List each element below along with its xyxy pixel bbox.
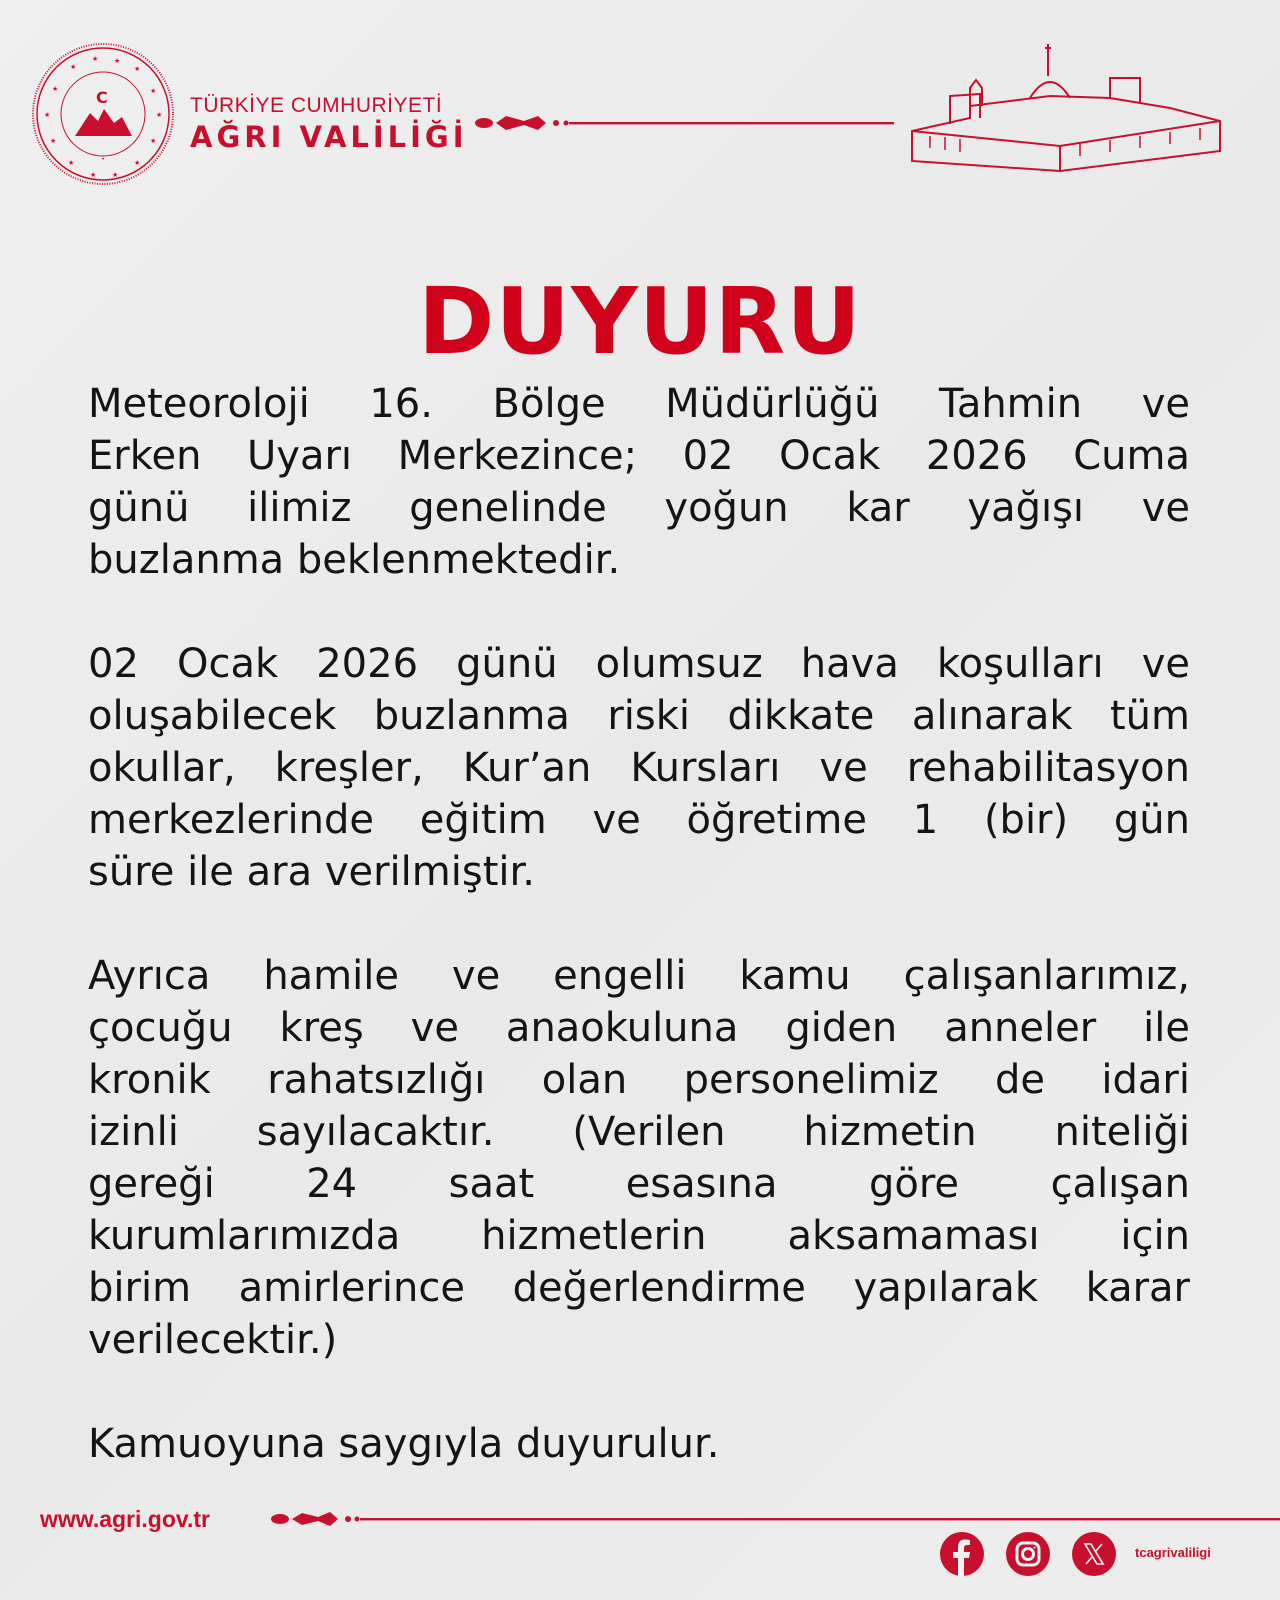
text-line: kurumlarımızda hizmetlerin aksamaması için xyxy=(88,1213,1190,1259)
svg-text:★: ★ xyxy=(156,111,163,119)
text-line: oluşabilecek buzlanma riski dikkate alınarak tüm xyxy=(88,693,1190,739)
instagram-icon[interactable] xyxy=(1006,1532,1050,1576)
text-line: gereği 24 saat esasına göre çalışan xyxy=(88,1161,1190,1207)
website-link[interactable]: www.agri.gov.tr xyxy=(40,1506,210,1532)
text-line: 02 Ocak 2026 günü olumsuz hava koşulları ve xyxy=(88,641,1190,687)
text-line: verilecektir.) xyxy=(88,1317,338,1363)
svg-text:★: ★ xyxy=(112,171,119,179)
text-line: izinli sayılacaktır. (Verilen hizmetin niteliği xyxy=(88,1109,1190,1155)
text-line: günü ilimiz genelinde yoğun kar yağışı ve xyxy=(88,485,1190,531)
svg-text:•: • xyxy=(101,156,105,163)
header-republic-text: TÜRKİYE CUMHURİYETİ xyxy=(190,94,443,117)
svg-text:★: ★ xyxy=(44,111,51,119)
paragraph-forecast xyxy=(88,378,1190,586)
text-line: çocuğu kreş ve anaokuluna giden anneler ile xyxy=(88,1005,1190,1051)
announcement-title: DUYURU xyxy=(418,268,862,375)
text-line: okullar, kreşler, Kur’an Kursları ve rehabilitasyon xyxy=(88,745,1190,791)
text-line: süre ile ara verilmiştir. xyxy=(88,849,535,895)
svg-text:★: ★ xyxy=(50,137,57,145)
text-line: Ayrıca hamile ve engelli kamu çalışanlarımız, xyxy=(88,953,1190,999)
header-governorship-text: AĞRI VALİLİĞİ xyxy=(190,120,468,154)
text-line: merkezlerinde eğitim ve öğretime 1 (bir) gün xyxy=(88,797,1190,843)
paragraph-school-closure xyxy=(88,638,1190,898)
svg-text:★: ★ xyxy=(150,87,157,95)
svg-text:★: ★ xyxy=(134,159,141,167)
text-line: birim amirlerince değerlendirme yapılarak karar xyxy=(88,1265,1190,1311)
ornament-divider-top xyxy=(474,110,894,136)
paragraph-closing xyxy=(88,1418,1190,1470)
text-line: Kamuoyuna saygıyla duyurulur. xyxy=(88,1421,720,1467)
svg-text:★: ★ xyxy=(114,57,121,65)
text-line: buzlanma beklenmektedir. xyxy=(88,537,621,583)
svg-text:★: ★ xyxy=(68,159,75,167)
svg-text:★: ★ xyxy=(134,65,141,73)
svg-text:★: ★ xyxy=(90,171,97,179)
text-line: Erken Uyarı Merkezince; 02 Ocak 2026 Cuma xyxy=(88,433,1190,479)
announcement-body xyxy=(88,378,1190,1470)
x-icon[interactable] xyxy=(1072,1532,1116,1576)
governorship-seal-logo xyxy=(30,41,176,187)
text-line: Meteoroloji 16. Bölge Müdürlüğü Tahmin ve xyxy=(88,381,1190,427)
text-line: kronik rahatsızlığı olan personelimiz de idari xyxy=(88,1057,1190,1103)
svg-text:★: ★ xyxy=(150,137,157,145)
svg-text:★: ★ xyxy=(92,55,99,63)
ornament-divider-bottom xyxy=(270,1507,1280,1531)
ishak-pasha-palace-illustration xyxy=(910,36,1230,176)
svg-text:C: C xyxy=(96,88,108,107)
social-handle: tcagrivaliligi xyxy=(1135,1545,1211,1560)
paragraph-administrative-leave xyxy=(88,950,1190,1366)
facebook-icon[interactable] xyxy=(940,1532,984,1576)
svg-text:★: ★ xyxy=(70,63,77,71)
svg-text:★: ★ xyxy=(52,85,59,93)
